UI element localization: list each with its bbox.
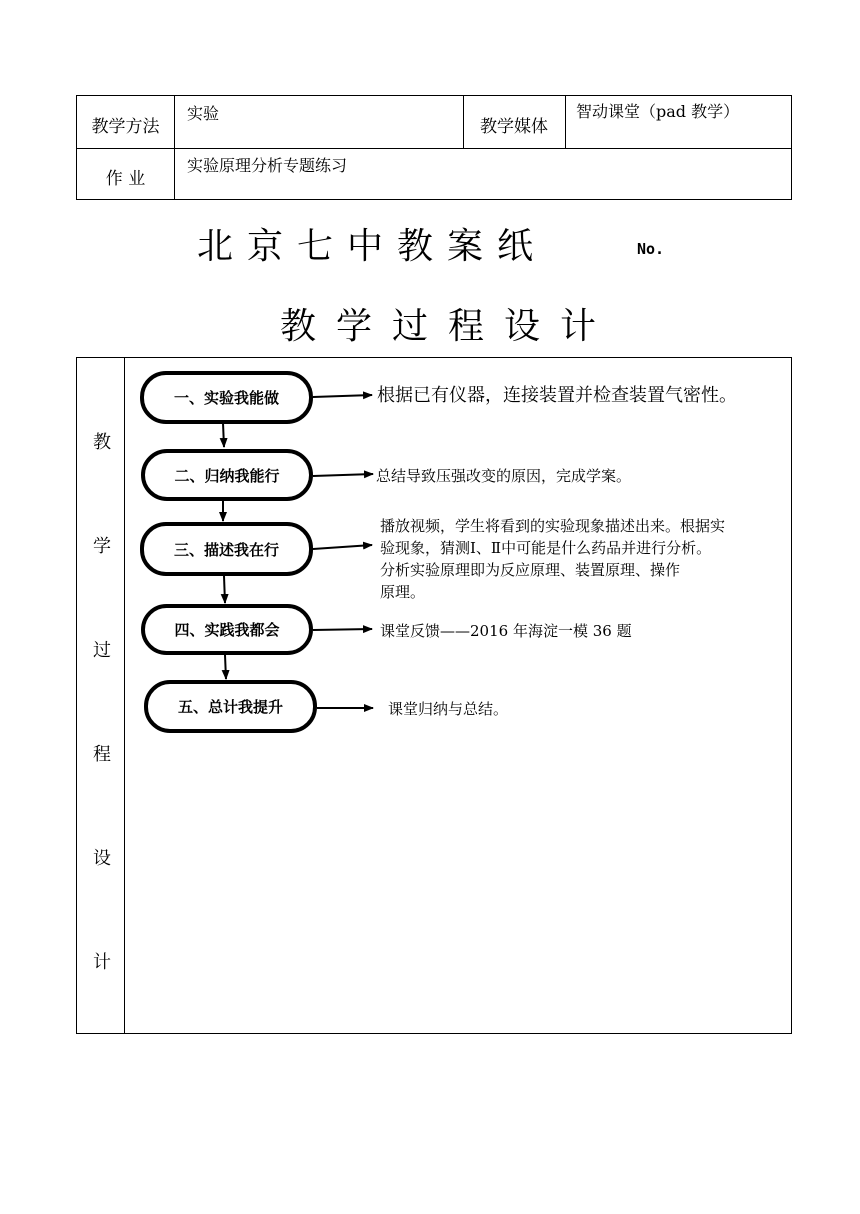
number-label: No. xyxy=(637,240,665,258)
arrow-right xyxy=(313,629,372,630)
description-line: 验现象，猜测Ⅰ、Ⅱ中可能是什么药品并进行分析。 xyxy=(380,539,712,557)
description-line: 播放视频，学生将看到的实验现象描述出来。根据实 xyxy=(380,517,726,535)
step-2-description: 总结导致压强改变的原因，完成学案。 xyxy=(376,467,632,485)
step-3-description xyxy=(380,515,725,603)
step-1-box: 一、实验我能做 xyxy=(140,371,313,424)
arrow-down xyxy=(223,423,224,447)
step-4-box: 四、实践我都会 xyxy=(141,604,313,655)
homework-value: 实验原理分析专题练习 xyxy=(187,156,348,175)
step-5-box: 五、总计我提升 xyxy=(144,680,317,733)
homework-label: 作 业 xyxy=(105,169,146,189)
arrow-down xyxy=(224,576,225,603)
side-label-char: 过 xyxy=(93,640,111,661)
side-label-char: 计 xyxy=(93,952,111,973)
step-4-description: 课堂反馈——2016 年海淀一模 36 题 xyxy=(380,622,632,640)
side-label-char: 教 xyxy=(93,432,111,453)
arrow-down xyxy=(225,655,226,679)
step-2-box: 二、归纳我能行 xyxy=(141,449,313,501)
arrow-right xyxy=(313,395,372,397)
description-line: 分析实验原理即为反应原理、装置原理、操作 xyxy=(380,561,681,579)
step-1-description: 根据已有仪器，连接装置并检查装置气密性。 xyxy=(377,385,737,406)
arrow-right xyxy=(313,545,372,549)
section-title: 教学过程设计 xyxy=(280,306,617,347)
method-value: 实验 xyxy=(187,104,220,123)
arrow-right xyxy=(313,474,373,476)
side-label-char: 学 xyxy=(93,536,111,557)
side-label-char: 设 xyxy=(93,848,111,869)
step-3-box: 三、描述我在行 xyxy=(140,522,313,576)
description-line: 原理。 xyxy=(380,583,426,601)
media-label: 教学媒体 xyxy=(480,117,548,137)
method-label: 教学方法 xyxy=(91,117,160,137)
step-5-description: 课堂归纳与总结。 xyxy=(388,700,509,718)
side-label-char: 程 xyxy=(93,744,111,765)
page-title: 北京七中教案纸 xyxy=(197,226,548,267)
media-value: 智动课堂（pad 教学） xyxy=(576,102,740,121)
